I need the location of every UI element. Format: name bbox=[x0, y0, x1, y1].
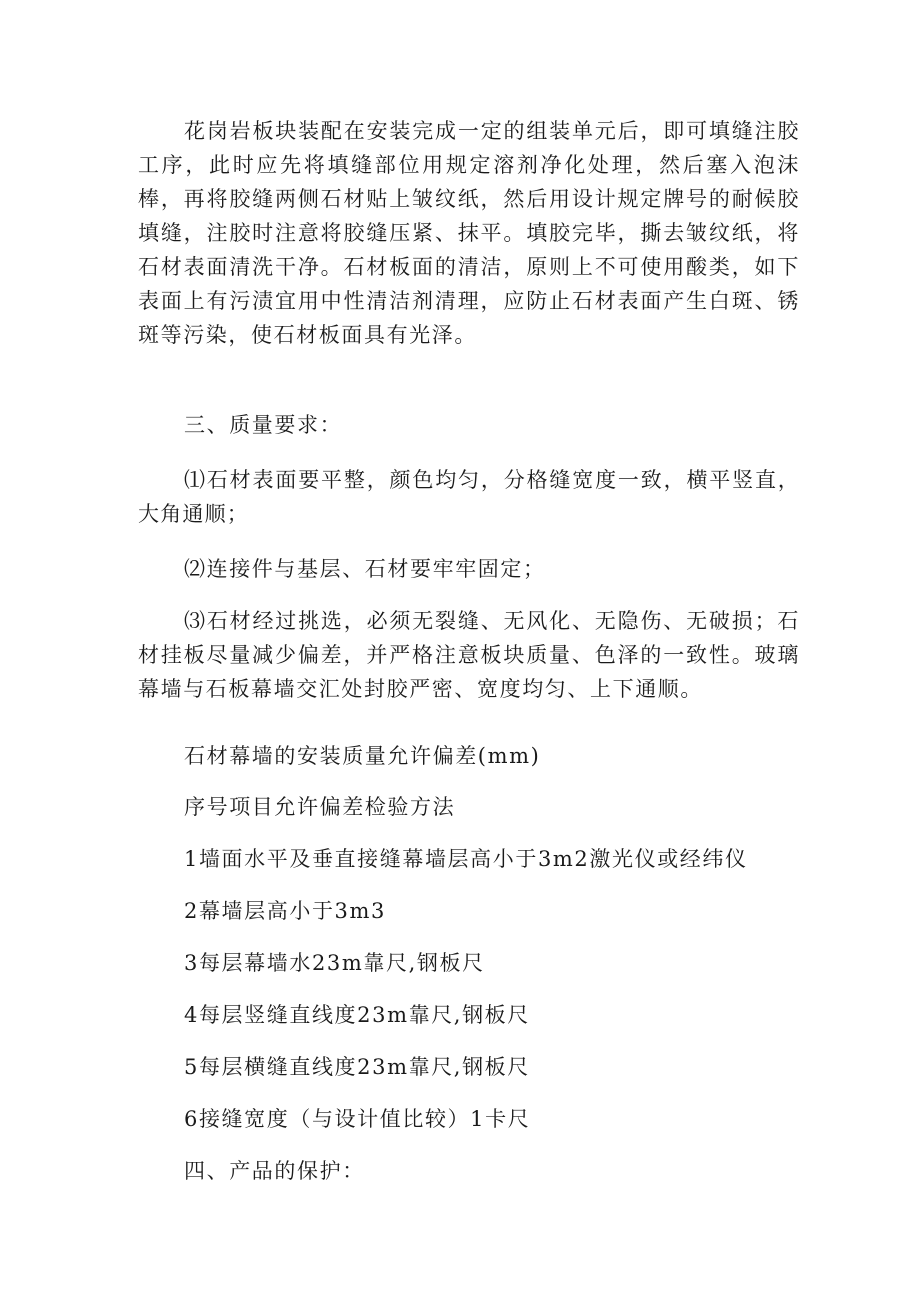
paragraph-assembly: 花岗岩板块装配在安装完成一定的组装单元后，即可填缝注胶工序，此时应先将填缝部位用规定溶剂净化处理，然后塞入泡沫棒，再将胶缝两侧石材贴上皱纹纸，然后用设计规定牌号的耐候胶填缝，注胶时注意将胶缝压紧、抹平。填胶完毕，撕去皱纹纸，将石材表面清洗干净。石材板面的清洁，原则上不可使用酸类，如下表面上有污渍宜用中性清洁剂清理，应防止石材表面产生白斑、锈斑等污染，使石材板面具有光泽。 bbox=[138, 119, 800, 347]
requirement-2: ⑵连接件与基层、石材要牢牢固定； bbox=[184, 557, 546, 581]
table-row: 4每层竖缝直线度23m靠尺,钢板尺 bbox=[184, 1003, 530, 1027]
table-row: 5每层横缝直线度23m靠尺,钢板尺 bbox=[184, 1055, 530, 1079]
heading-product-protection: 四、产品的保护： bbox=[184, 1159, 365, 1183]
table-row: 1墙面水平及垂直接缝幕墙层高小于3m2激光仪或经纬仪 bbox=[184, 847, 748, 871]
table-row: 3每层幕墙水23m靠尺,钢板尺 bbox=[184, 951, 485, 975]
table-header: 序号项目允许偏差检验方法 bbox=[184, 795, 456, 819]
table-title: 石材幕墙的安装质量允许偏差(mm) bbox=[184, 744, 541, 768]
requirement-1: ⑴石材表面要平整，颜色均匀，分格缝宽度一致，横平竖直，大角通顺； bbox=[138, 468, 800, 526]
requirement-3: ⑶石材经过挑选，必须无裂缝、无风化、无隐伤、无破损；石材挂板尽量减少偏差，并严格注意板块质量、色泽的一致性。玻璃幕墙与石板幕墙交汇处封胶严密、宽度均匀、上下通顺。 bbox=[138, 609, 800, 701]
table-row: 6接缝宽度（与设计值比较）1卡尺 bbox=[184, 1107, 531, 1131]
heading-quality-requirements: 三、质量要求： bbox=[184, 413, 343, 437]
table-row: 2幕墙层高小于3m3 bbox=[184, 899, 386, 923]
